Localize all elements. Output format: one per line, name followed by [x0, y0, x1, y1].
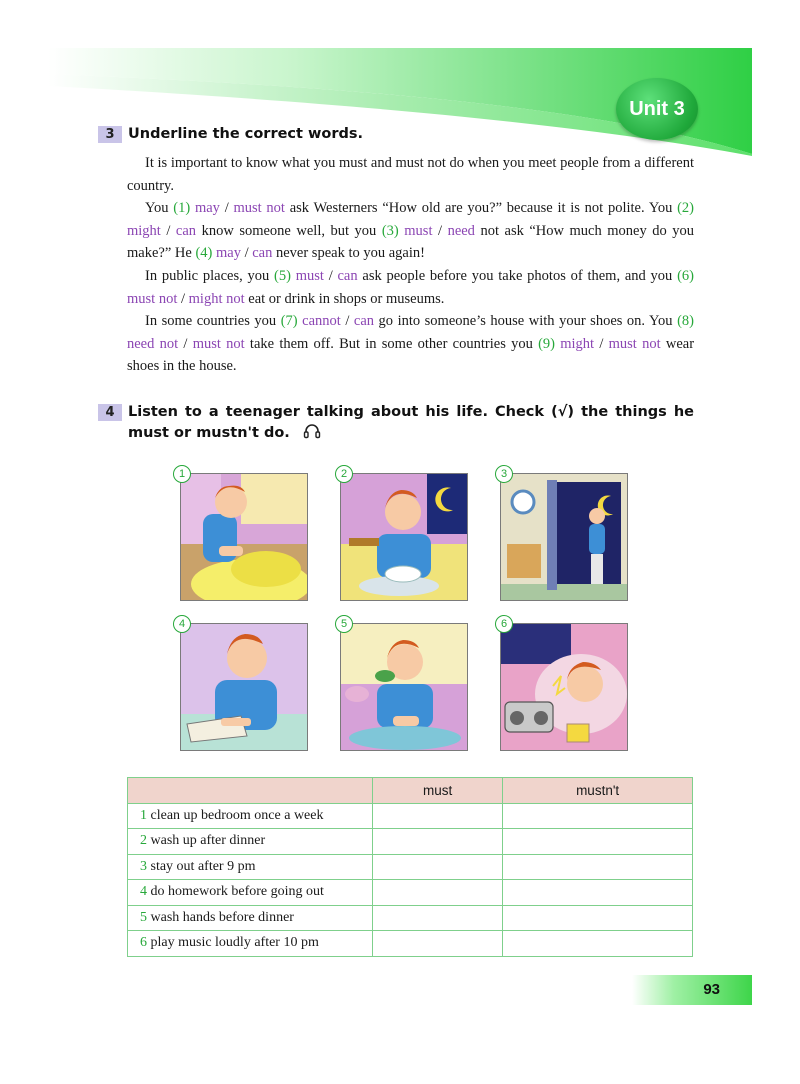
picture-number: 1	[173, 465, 191, 483]
option-word[interactable]: must	[404, 222, 433, 239]
paragraph-2: You (1) may / must not ask Westerners “How old are you?” because it is not polite. You (2) might / can know someone well, but you (3) must / need not ask “How much money do you make?” He (4) may / can never speak to you again!	[127, 200, 695, 262]
picture-6-music-at-bedtime	[500, 623, 628, 751]
section-4-heading	[98, 404, 694, 444]
option-word[interactable]: must	[295, 268, 324, 284]
section-3-number: 3	[98, 126, 122, 143]
table-row	[128, 854, 693, 880]
blank-number: (5)	[274, 268, 291, 284]
option-word[interactable]: need not	[127, 335, 179, 352]
blank-number: (1)	[173, 200, 191, 216]
table-row	[128, 905, 693, 931]
must-checkbox-cell[interactable]	[373, 803, 503, 829]
must-checkbox-cell[interactable]	[373, 829, 503, 855]
page-number: 93	[632, 975, 752, 1005]
paragraph-3: In public places, you (5) must / can ask people before you take photos of them, and you (6) must not / might not eat or drink in shops or museums.	[127, 268, 694, 307]
mustnt-checkbox-cell[interactable]	[503, 829, 693, 855]
option-word[interactable]: can	[337, 268, 358, 284]
paragraph-4: In some countries you (7) cannot / can go into someone’s house with your shoes on. You (8) need not / must not take them off. But in some other countries you (9) might / must not wear shoes in the house.	[127, 313, 695, 375]
picture-number: 2	[335, 465, 353, 483]
option-word[interactable]: might not	[188, 290, 245, 307]
activity-cell: 1 clean up bedroom once a week	[128, 803, 373, 829]
picture-number: 6	[495, 615, 513, 633]
activity-cell: 6 play music loudly after 10 pm	[128, 931, 373, 957]
option-word[interactable]: cannot	[302, 313, 341, 329]
picture-number: 3	[495, 465, 513, 483]
table-row	[128, 931, 693, 957]
table-header-row	[128, 778, 693, 804]
table-row	[128, 880, 693, 906]
mustnt-checkbox-cell[interactable]	[503, 880, 693, 906]
headphones-icon[interactable]	[303, 423, 321, 439]
blank-number: (2)	[677, 200, 695, 216]
blank-number: (3)	[381, 222, 399, 239]
blank-number: (4)	[195, 245, 213, 262]
blank-number: (6)	[677, 268, 694, 284]
option-word[interactable]: may	[194, 200, 220, 216]
mustnt-checkbox-cell[interactable]	[503, 854, 693, 880]
activity-cell: 4 do homework before going out	[128, 880, 373, 906]
check-table	[127, 777, 693, 957]
section-3-title: Underline the correct words.	[128, 126, 364, 142]
section-4-title: Listen to a teenager talking about his life. Check (√) the things he must or mustn't do.	[128, 404, 694, 441]
option-word[interactable]: must not	[608, 335, 661, 352]
unit-badge: Unit 3	[616, 78, 698, 140]
option-word[interactable]: can	[252, 245, 273, 262]
must-checkbox-cell[interactable]	[373, 880, 503, 906]
activity-cell: 2 wash up after dinner	[128, 829, 373, 855]
section-3-heading	[98, 126, 363, 145]
option-word[interactable]: might	[560, 335, 595, 352]
picture-1-making-bed	[180, 473, 308, 601]
mustnt-checkbox-cell[interactable]	[503, 931, 693, 957]
mustnt-checkbox-cell[interactable]	[503, 803, 693, 829]
table-row	[128, 803, 693, 829]
paragraph-1: It is important to know what you must and must not do when you meet people from a different country.	[127, 155, 694, 194]
must-checkbox-cell[interactable]	[373, 931, 503, 957]
activity-cell: 3 stay out after 9 pm	[128, 854, 373, 880]
picture-2-washing-dishes	[340, 473, 468, 601]
table-row	[128, 829, 693, 855]
option-word[interactable]: must not	[127, 290, 178, 307]
table-header-blank	[128, 778, 373, 804]
option-word[interactable]: can	[175, 222, 197, 239]
table-header-mustnt: mustn't	[503, 778, 693, 804]
picture-4-doing-homework	[180, 623, 308, 751]
mustnt-checkbox-cell[interactable]	[503, 905, 693, 931]
table-header-must: must	[373, 778, 503, 804]
picture-5-washing-hands	[340, 623, 468, 751]
option-word[interactable]: can	[353, 313, 375, 329]
must-checkbox-cell[interactable]	[373, 905, 503, 931]
option-word[interactable]: must not	[233, 200, 285, 216]
picture-number: 4	[173, 615, 191, 633]
blank-number: (7)	[280, 313, 298, 329]
activity-cell: 5 wash hands before dinner	[128, 905, 373, 931]
picture-3-going-out-at-night	[500, 473, 628, 601]
must-checkbox-cell[interactable]	[373, 854, 503, 880]
blank-number: (8)	[677, 313, 695, 329]
blank-number: (9)	[538, 335, 555, 352]
picture-number: 5	[335, 615, 353, 633]
option-word[interactable]: need	[447, 222, 475, 239]
picture-grid	[172, 463, 632, 753]
option-word[interactable]: may	[215, 245, 241, 262]
option-word[interactable]: might	[127, 222, 161, 239]
option-word[interactable]: must not	[192, 335, 245, 352]
section-4-number: 4	[98, 404, 122, 421]
